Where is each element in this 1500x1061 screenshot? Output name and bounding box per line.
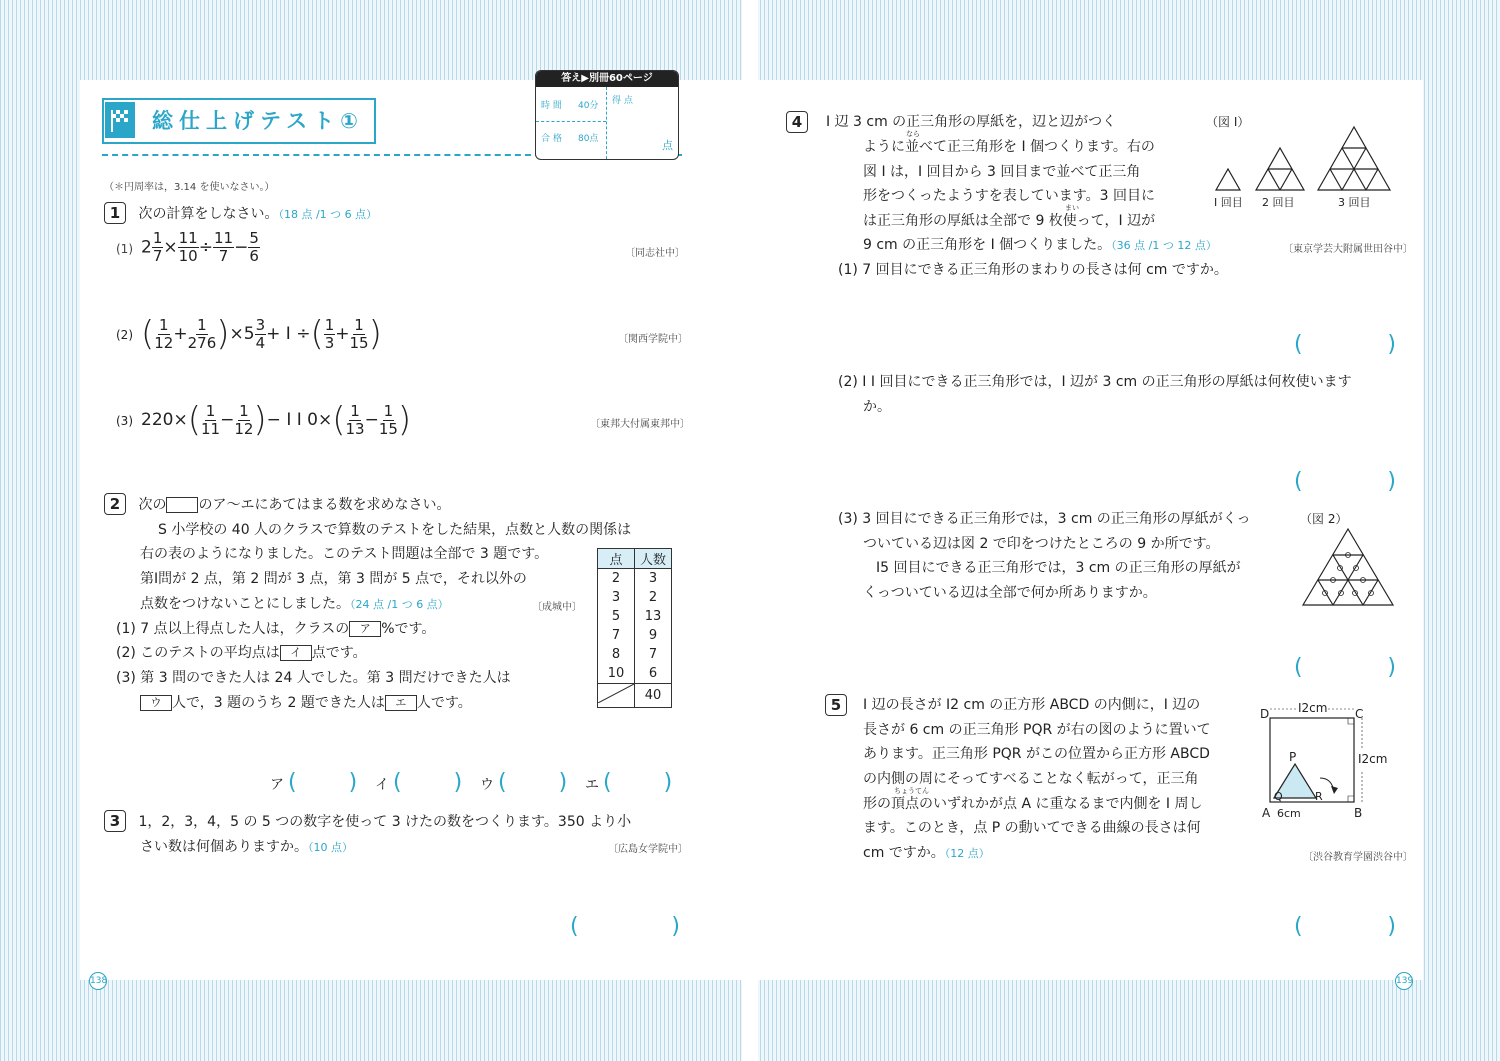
table-total: 40 xyxy=(635,684,672,708)
table-header-score: 点 xyxy=(598,549,635,569)
q2-answer-row xyxy=(270,770,690,795)
q2-answer-label: イ xyxy=(375,777,389,793)
q3-line-1: 1，2，3，4，5 の 5 つの数字を使って 3 けたの数をつくります。350 より小 xyxy=(138,814,632,830)
q1-p1-frac-a: $\frac{1}{7}$ xyxy=(152,229,163,265)
q2-line-0: S 小学校の 40 人のクラスで算数のテストをした結果，点数と人数の関係は xyxy=(158,522,632,538)
q2-sub-3a: (3) 第 3 問のできた人は 24 人でした。第 3 問だけできた人は xyxy=(116,670,511,686)
table-cell-score: 3 xyxy=(598,588,635,607)
q4-line-3: 形をつくったようすを表しています。3 回目に xyxy=(863,188,1155,204)
q4-line-0: 4 I 辺 3 cm の正三角形の厚紙を，辺と辺がつく xyxy=(826,110,1116,134)
table-cell-count: 3 xyxy=(635,569,672,589)
q4-sub-3-line-2: I5 回目にできる正三角形では，3 cm の正三角形の厚紙が xyxy=(876,560,1241,576)
left-page xyxy=(80,73,742,980)
q5-ruby: ちょうてん xyxy=(894,787,929,795)
q1-points: （18 点 /1 つ 6 点） xyxy=(278,208,378,221)
fig3-label-d: D xyxy=(1260,707,1270,721)
fig2-caption: （図 2） xyxy=(1300,512,1348,526)
figure-2-triangle xyxy=(1298,525,1398,609)
q5-line-2: あります。正三角形 PQR がこの位置から正方形 ABCD xyxy=(863,746,1210,762)
fig1-caption: （図 I） xyxy=(1206,115,1250,129)
answer-box xyxy=(535,70,679,160)
table-total-row xyxy=(598,684,672,708)
q5-line-5: ます。このとき，点 P の動いてできる曲線の長さは何 xyxy=(863,820,1201,836)
q2-sub-2: (2) このテストの平均点は イ 点です。 xyxy=(116,645,367,661)
fig3-label-bottom: 6cm xyxy=(1277,807,1301,820)
blank-e: エ xyxy=(385,695,417,711)
table-cell-count: 6 xyxy=(635,664,672,684)
table-cell-score: 7 xyxy=(598,626,635,645)
fig1-label-3: 3 回目 xyxy=(1338,196,1371,209)
q5-school: 〔渋谷教育学園渋谷中〕 xyxy=(1303,852,1413,863)
q2-line-1: 右の表のようになりました。このテスト問題は全部で 3 題です。 xyxy=(140,546,549,562)
fig1-label-1: I 回目 xyxy=(1214,196,1243,209)
table-header-count: 人数 xyxy=(635,549,672,569)
q1-p1-frac-b: $\frac{11}{10}$ xyxy=(178,229,198,265)
q2-points: （24 点 /1 つ 6 点） xyxy=(350,598,449,611)
q4-points: （36 点 /1 つ 12 点） xyxy=(1111,239,1217,252)
q1-problem-2: (2) ( $\frac{1}{12}$ + $\frac{1}{276}$ )×5 $\frac{3}{4}$ + I ÷( $\frac{1}{3}$ + $\frac{1}{15}$ ) xyxy=(116,314,382,354)
table-cell-score: 8 xyxy=(598,645,635,664)
q2-intro-a: 次の xyxy=(138,497,167,513)
fig3-label-top: I2cm xyxy=(1298,701,1328,715)
q4-ruby-2: まい xyxy=(1065,204,1079,212)
fig3-label-a: A xyxy=(1262,806,1271,820)
q4-s1-answer-paren: ( ) xyxy=(1294,332,1396,357)
q2-sub-1: (1) 7 点以上得点した人は，クラスの ア %です。 xyxy=(116,621,436,637)
title-flag-icon xyxy=(105,102,135,138)
q2-answer-label: ウ xyxy=(480,777,494,793)
q1-p1-frac-d: $\frac{5}{6}$ xyxy=(249,229,259,265)
blank-i: イ xyxy=(280,645,312,661)
q2-answer-slot: ウ ( ) xyxy=(480,770,568,795)
right-page xyxy=(758,80,1423,980)
q2-line-2: 第Ⅰ問が 2 点，第 2 問が 3 点，第 3 問が 5 点で，それ以外の xyxy=(140,571,527,587)
table-cell-score: 2 xyxy=(598,569,635,589)
fig1-label-2: 2 回目 xyxy=(1262,196,1295,209)
table-row xyxy=(598,626,672,645)
q2-line-3: 点数をつけないことにしました。（24 点 /1 つ 6 点） xyxy=(140,596,449,612)
q1-heading xyxy=(104,202,377,227)
page-title: 総仕上げテスト① xyxy=(152,109,364,133)
q1-number: 1 xyxy=(104,202,126,224)
q3-heading xyxy=(104,810,631,834)
q5-points: （12 点） xyxy=(944,847,990,860)
table-cell-count: 9 xyxy=(635,626,672,645)
pass-value: 80点 xyxy=(578,134,599,144)
table-total-diagonal xyxy=(598,684,635,708)
q4-sub-1: (1) 7 回目にできる正三角形のまわりの長さは何 cm ですか。 xyxy=(838,262,1228,278)
q4-sub-3-line-3: くっついている辺は全部で何か所ありますか。 xyxy=(863,585,1157,601)
q4-line-5: 9 cm の正三角形を I 個つくりました。（36 点 /1 つ 12 点） xyxy=(863,237,1217,253)
q4-s2-answer-paren: ( ) xyxy=(1294,469,1396,494)
q4-line-1: ように並べて正三角形を I 個つくります。右の xyxy=(863,139,1155,155)
q5-line-3: の内側の周にそってすべることなく転がって，正三角 xyxy=(863,771,1199,787)
table-row xyxy=(598,664,672,684)
q2-heading xyxy=(104,493,450,517)
score-table xyxy=(597,548,672,708)
table-cell-score: 5 xyxy=(598,607,635,626)
table-row xyxy=(598,588,672,607)
q2-school: 〔成城中〕 xyxy=(532,602,582,613)
table-cell-score: 10 xyxy=(598,664,635,684)
table-row xyxy=(598,607,672,626)
table-cell-count: 13 xyxy=(635,607,672,626)
q5-line-1: 長さが 6 cm の正三角形 PQR が右の図のように置いて xyxy=(863,722,1211,738)
q1-problem-3: (3) 220×( $\frac{1}{11}$ − $\frac{1}{12}$ )− I I 0×( $\frac{1}{13}$ − $\frac{1}{15}$ ) xyxy=(116,400,412,440)
q5-number: 5 xyxy=(825,694,847,716)
table-row xyxy=(598,569,672,589)
q4-number: 4 xyxy=(786,111,808,133)
q5-line-6: cm ですか。（12 点） xyxy=(863,845,990,861)
q3-school: 〔広島女学院中〕 xyxy=(608,844,688,855)
q4-line-4: は正三角形の厚紙は全部で 9 枚使って，I 辺が xyxy=(863,213,1156,229)
q3-line-2: さい数は何個ありますか。（10 点） xyxy=(140,839,353,855)
q4-sub-3-line-0: (3) 3 回目にできる正三角形では，3 cm の正三角形の厚紙がくっ xyxy=(838,511,1251,527)
fig3-label-q: Q xyxy=(1274,790,1283,803)
table-cell-count: 2 xyxy=(635,588,672,607)
q4-line-2: 図 I は，I 回目から 3 回目まで並べて正三角 xyxy=(863,164,1141,180)
q3-points: （10 点） xyxy=(308,841,353,854)
left-page-number: 138 xyxy=(89,972,107,990)
q1-p1-school: 〔同志社中〕 xyxy=(625,248,685,259)
time-value: 40分 xyxy=(578,101,599,111)
fig3-label-p: P xyxy=(1289,750,1297,764)
q4-s3-answer-paren: ( ) xyxy=(1294,655,1396,680)
q1-p3-school: 〔東邦大付属東邦中〕 xyxy=(590,419,690,430)
q5-line-0: 5 I 辺の長さが I2 cm の正方形 ABCD の内側に，I 辺の xyxy=(863,693,1200,717)
q1-p1-whole: 2 xyxy=(141,237,152,258)
q2-answer-slot: イ ( ) xyxy=(375,770,463,795)
note-text: （＊円周率は，3.14 を使いなさい。） xyxy=(104,182,275,193)
q1-p2-label: (2) xyxy=(116,328,133,342)
fig3-label-c: C xyxy=(1355,707,1364,721)
q2-sub-3b: ウ 人で，3 題のうち 2 題できた人は エ 人です。 xyxy=(140,691,472,715)
blank-a: ア xyxy=(349,621,381,637)
score-label: 得 点 xyxy=(612,96,633,106)
page-gutter xyxy=(742,0,758,1061)
fig3-label-r: R xyxy=(1315,790,1323,803)
blank-u: ウ xyxy=(140,695,172,711)
score-unit: 点 xyxy=(662,139,673,152)
q4-sub-3-line-1: ついている辺は図 2 で印をつけたところの 9 か所です。 xyxy=(863,536,1220,552)
q4-school: 〔東京学芸大附属世田谷中〕 xyxy=(1283,244,1413,255)
answer-box-header: 答え▶別冊60ページ xyxy=(536,71,678,87)
table-cell-count: 7 xyxy=(635,645,672,664)
time-label: 時 間 xyxy=(541,101,562,111)
q2-answer-slot: エ ( ) xyxy=(585,770,673,795)
fig3-label-b: B xyxy=(1354,806,1363,820)
q2-answer-slot: ア ( ) xyxy=(270,770,358,795)
q2-number: 2 xyxy=(104,493,126,515)
pass-label: 合 格 xyxy=(541,134,562,144)
q5-answer-paren: ( ) xyxy=(1294,914,1396,939)
q5-line-4: 形の頂点のいずれかが点 A に重なるまで内側を I 周し xyxy=(863,796,1203,812)
q4-sub-2a: (2) I I 回目にできる正三角形では，I 辺が 3 cm の正三角形の厚紙は何枚使います xyxy=(838,374,1352,390)
q2-intro-blank xyxy=(166,497,198,513)
q1-p3-label: (3) xyxy=(116,414,133,428)
q1-p1-label: (1) xyxy=(116,241,133,256)
q1-p2-school: 〔関西学院中〕 xyxy=(618,334,688,345)
q1-p1-frac-c: $\frac{11}{7}$ xyxy=(213,229,234,265)
table-row xyxy=(598,645,672,664)
q1-text: 次の計算をしなさい。 xyxy=(138,206,279,222)
q1-problem-1: (1) 2 $\frac{1}{7}$ × $\frac{11}{10}$ ÷ $\frac{11}{7}$ − $\frac{5}{6}$ xyxy=(116,229,259,265)
q3-answer-paren: ( ) xyxy=(570,914,680,939)
q2-answer-label: エ xyxy=(585,777,599,793)
q4-ruby-1: なら xyxy=(906,130,920,138)
fig3-label-side: I2cm xyxy=(1358,752,1388,766)
q4-sub-2b: か。 xyxy=(863,399,891,415)
right-page-number: 139 xyxy=(1395,972,1413,990)
q3-number: 3 xyxy=(104,810,126,832)
q2-answer-label: ア xyxy=(270,777,284,793)
q2-intro-b: のア～エにあてはまる数を求めなさい。 xyxy=(198,497,451,513)
